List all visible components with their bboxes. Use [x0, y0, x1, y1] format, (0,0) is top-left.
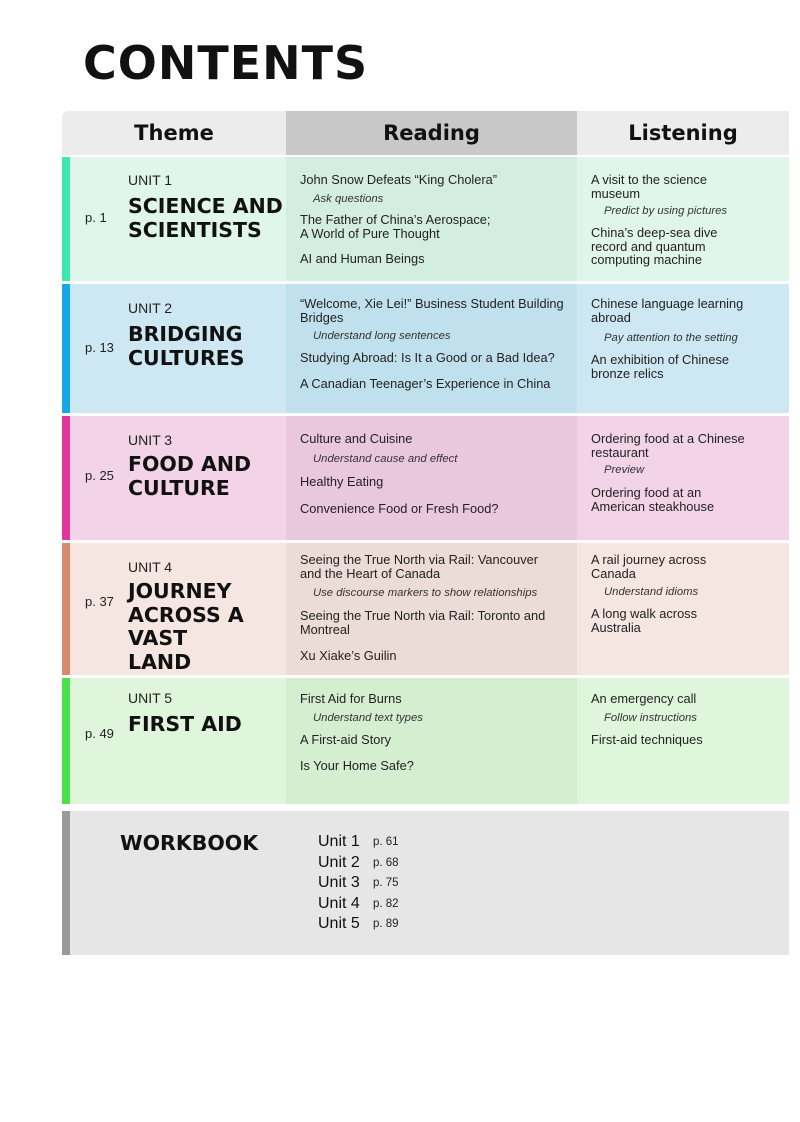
- header-listening: Listening: [628, 121, 738, 145]
- workbook-unit: Unit 1: [318, 833, 360, 850]
- reading-item: Healthy Eating: [300, 474, 384, 489]
- unit-number: UNIT 3: [128, 432, 173, 448]
- reading-item: Studying Abroad: Is It a Good or a Bad Idea?: [300, 350, 555, 365]
- unit-page: p. 1: [85, 210, 107, 225]
- listening-item: A visit to the science museum: [591, 172, 707, 201]
- listening-item: An emergency call: [591, 691, 697, 706]
- unit-title: FOOD AND CULTURE: [128, 452, 252, 500]
- reading-item: Seeing the True North via Rail: Vancouver and the Heart of Canada: [300, 552, 539, 581]
- reading-cell: [286, 284, 577, 413]
- page-title: CONTENTS: [83, 36, 369, 90]
- listening-cell: [577, 416, 789, 540]
- unit-number: UNIT 2: [128, 300, 173, 316]
- workbook-unit: Unit 5: [318, 915, 360, 932]
- workbook-section: [62, 811, 789, 955]
- unit-number: UNIT 4: [128, 559, 173, 575]
- workbook-page: p. 82: [373, 897, 399, 910]
- theme-cell: [70, 678, 286, 804]
- theme-cell: [70, 157, 286, 281]
- listening-item: A rail journey across Canada: [591, 552, 707, 581]
- reading-item: “Welcome, Xie Lei!” Business Student Building Bridges: [300, 296, 564, 325]
- listening-item: An exhibition of Chinese bronze relics: [591, 352, 730, 381]
- listening-strategy: Predict by using pictures: [604, 205, 728, 217]
- listening-cell: [577, 543, 789, 675]
- listening-item: Ordering food at a Chinese restaurant: [591, 431, 745, 460]
- listening-cell: [577, 678, 789, 804]
- workbook-color-bar: [62, 811, 70, 955]
- unit-row-2: [62, 284, 789, 413]
- reading-item: John Snow Defeats “King Cholera”: [300, 172, 498, 187]
- unit-page: p. 25: [85, 468, 114, 483]
- reading-cell: [286, 157, 577, 281]
- unit-title: BRIDGING CULTURES: [128, 322, 245, 370]
- workbook-title: WORKBOOK: [120, 831, 259, 855]
- workbook-unit: Unit 3: [318, 874, 360, 891]
- listening-item: First-aid techniques: [591, 732, 703, 747]
- unit-page: p. 49: [85, 726, 114, 741]
- reading-cell: [286, 543, 577, 675]
- reading-item: Convenience Food or Fresh Food?: [300, 501, 499, 516]
- unit-color-bar: [62, 157, 70, 281]
- reading-cell: [286, 678, 577, 804]
- unit-row-4: [62, 543, 789, 675]
- unit-row-5: [62, 678, 789, 804]
- reading-item: Seeing the True North via Rail: Toronto and Montreal: [300, 608, 546, 637]
- listening-cell: [577, 157, 789, 281]
- workbook-page: p. 89: [373, 918, 399, 930]
- unit-color-bar: [62, 284, 70, 413]
- workbook-page: p. 75: [373, 877, 399, 889]
- listening-strategy: Understand idioms: [604, 586, 699, 598]
- reading-item: A First-aid Story: [300, 732, 392, 747]
- header-reading: Reading: [286, 111, 577, 155]
- reading-item: The Father of China’s Aerospace; A World of Pure Thought: [300, 212, 491, 241]
- listening-strategy: Preview: [604, 464, 645, 476]
- workbook-page: p. 61: [373, 836, 399, 848]
- unit-row-1: [62, 157, 789, 281]
- reading-item: AI and Human Beings: [300, 251, 425, 266]
- header-theme: Theme: [134, 121, 214, 145]
- workbook-unit: Unit 4: [318, 894, 360, 912]
- theme-cell: [70, 416, 286, 540]
- unit-row-3: [62, 416, 789, 540]
- listening-item: Chinese language learning abroad: [591, 296, 744, 325]
- unit-color-bar: [62, 543, 70, 675]
- listening-item: China’s deep-sea dive record and quantum computing machine: [591, 225, 718, 267]
- theme-cell: [70, 543, 286, 675]
- listening-strategy: Pay attention to the setting: [604, 332, 738, 344]
- reading-strategy: Understand cause and effect: [313, 453, 458, 465]
- workbook-unit: Unit 2: [318, 853, 360, 871]
- unit-number: UNIT 5: [128, 690, 173, 706]
- reading-item: Is Your Home Safe?: [300, 758, 414, 773]
- reading-item: Xu Xiake’s Guilin: [300, 648, 397, 663]
- unit-title: SCIENCE AND SCIENTISTS: [128, 194, 283, 242]
- reading-item: Culture and Cuisine: [300, 431, 413, 446]
- unit-color-bar: [62, 416, 70, 540]
- reading-strategy: Understand text types: [313, 712, 423, 724]
- theme-cell: [70, 284, 286, 413]
- reading-strategy: Use discourse markers to show relationships: [313, 587, 538, 599]
- unit-title: FIRST AID: [128, 712, 242, 736]
- reading-item: First Aid for Burns: [300, 691, 402, 706]
- unit-title: JOURNEY ACROSS A VAST LAND: [128, 579, 244, 674]
- reading-strategy: Ask questions: [313, 193, 384, 205]
- listening-item: Ordering food at an American steakhouse: [591, 485, 715, 514]
- listening-cell: [577, 284, 789, 413]
- unit-number: UNIT 1: [128, 172, 173, 188]
- unit-page: p. 37: [85, 594, 114, 609]
- listening-strategy: Follow instructions: [604, 712, 697, 724]
- listening-item: A long walk across Australia: [591, 606, 697, 635]
- reading-strategy: Understand long sentences: [313, 330, 451, 342]
- unit-color-bar: [62, 678, 70, 804]
- workbook-page: p. 68: [373, 856, 399, 869]
- reading-cell: [286, 416, 577, 540]
- table-header: [62, 111, 789, 155]
- reading-item: A Canadian Teenager’s Experience in China: [300, 376, 551, 391]
- unit-page: p. 13: [85, 340, 114, 355]
